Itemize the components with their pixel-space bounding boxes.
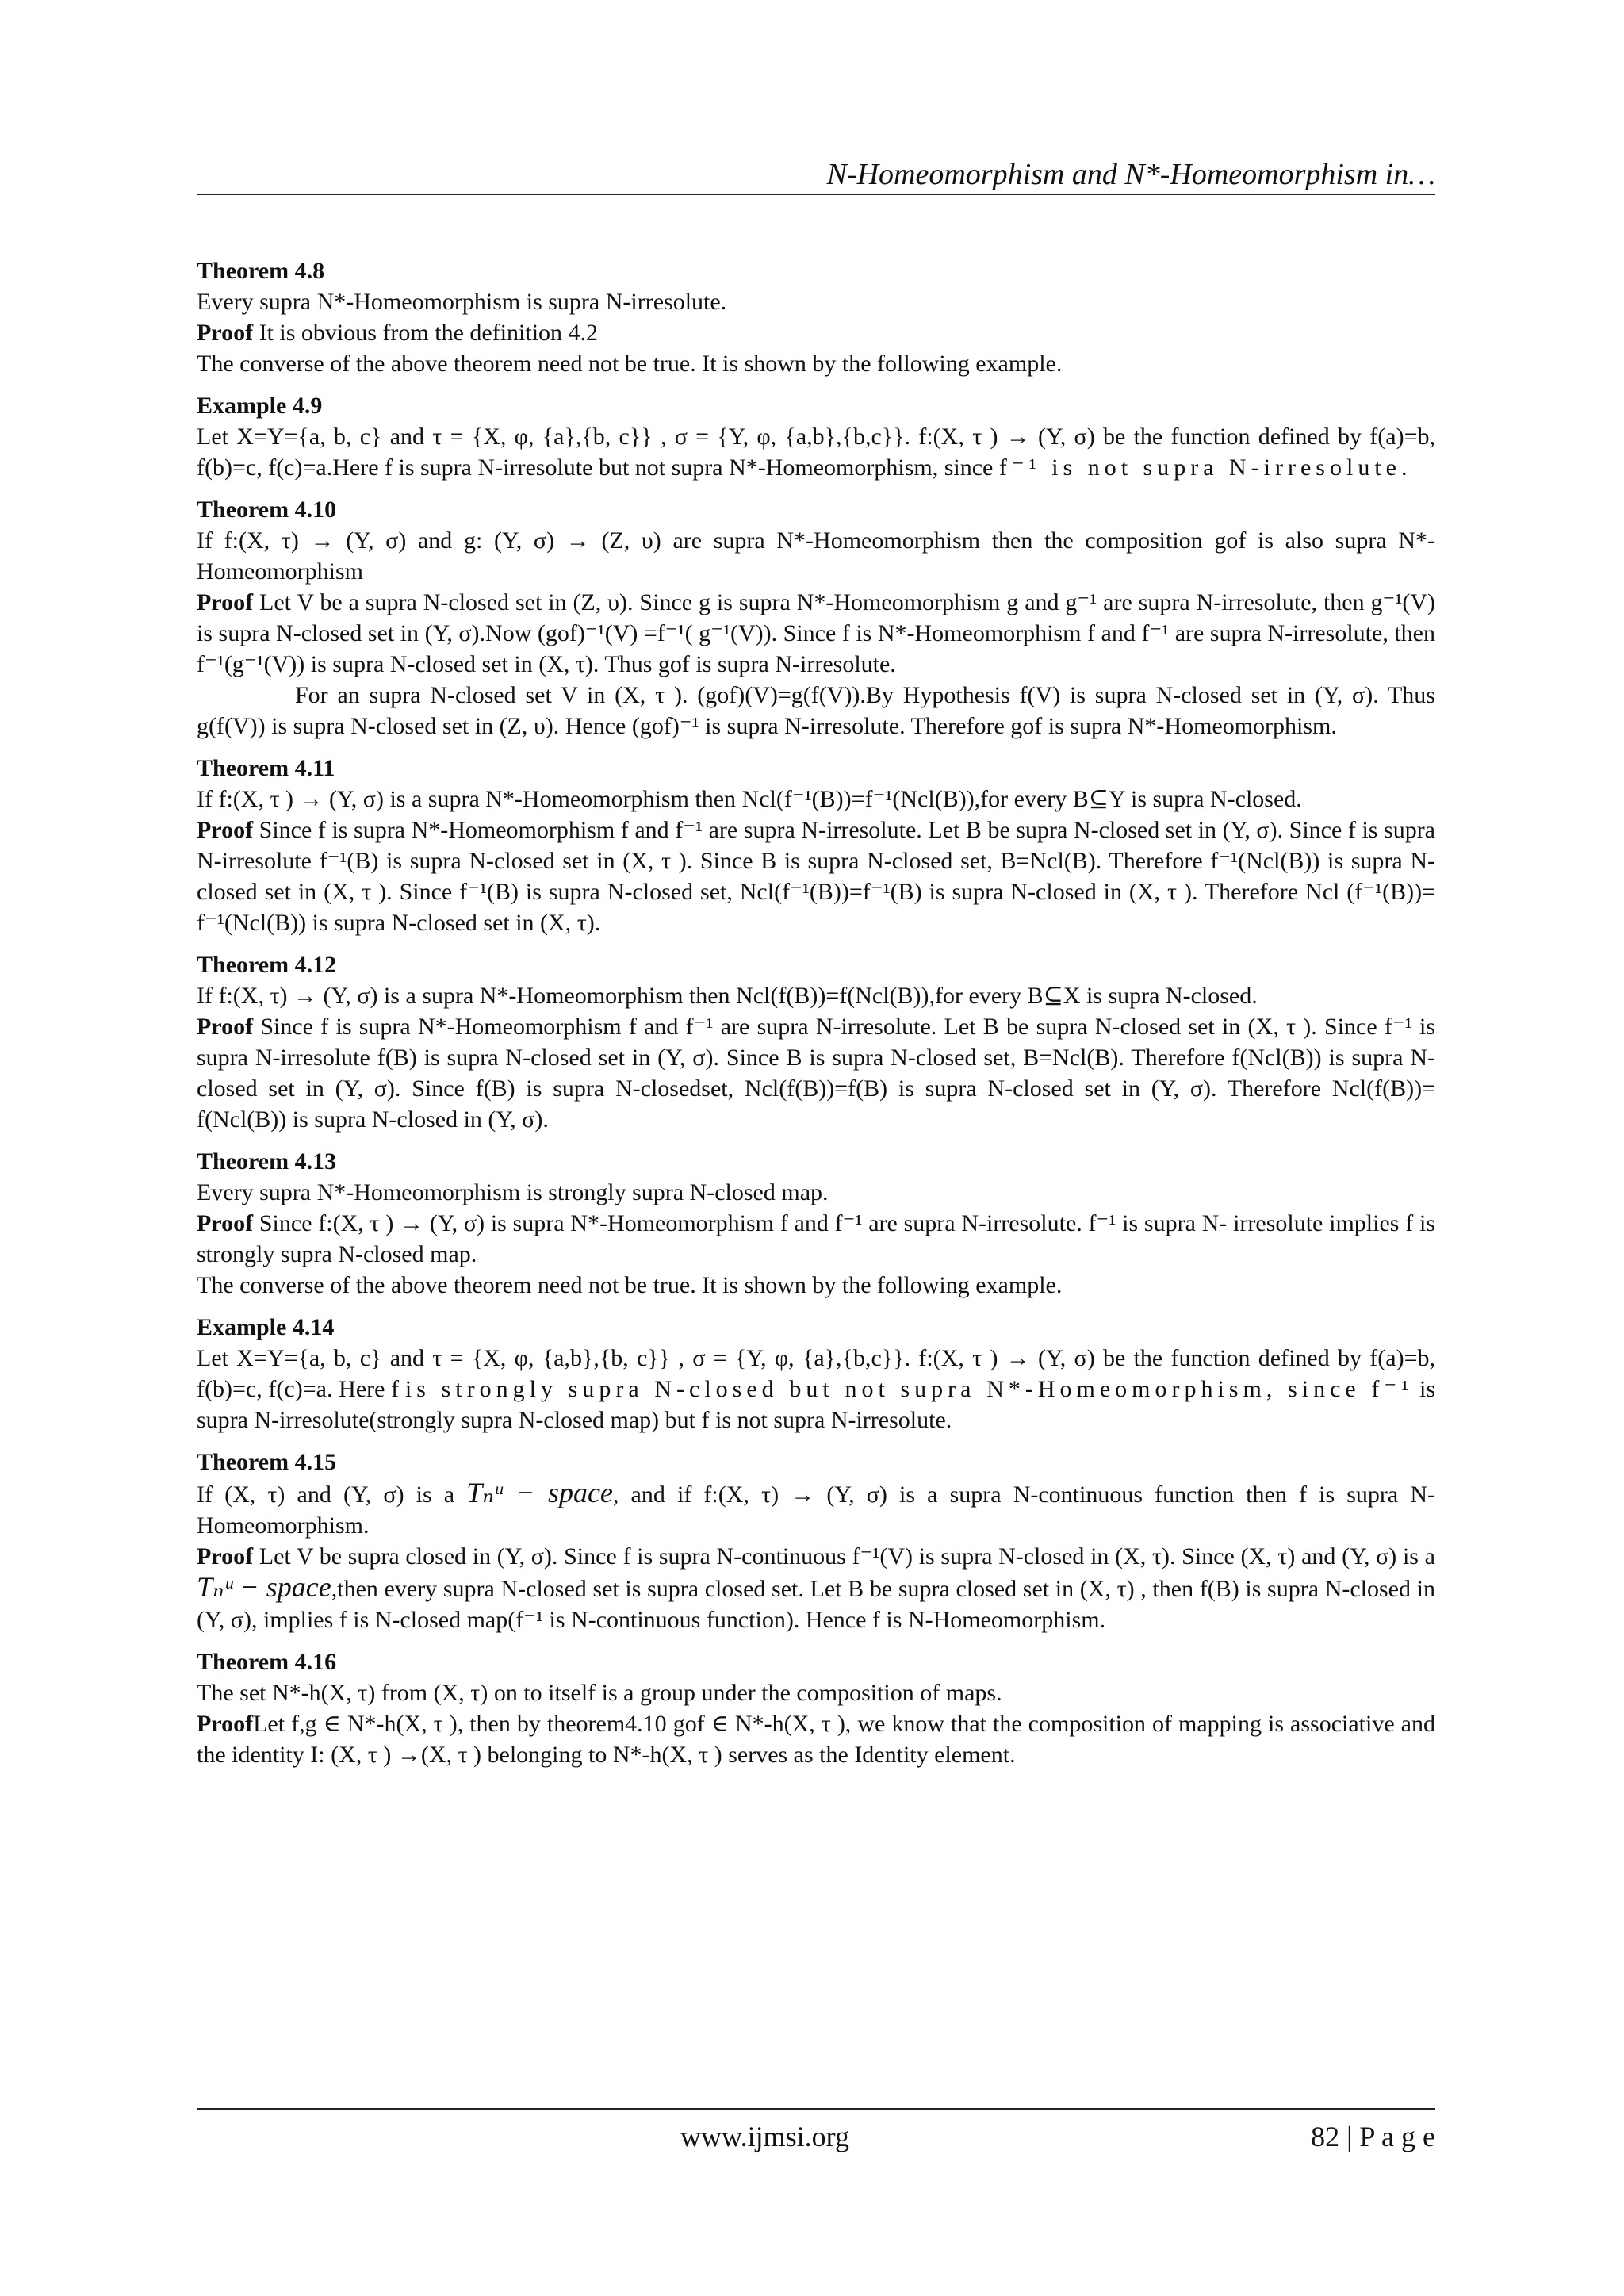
theorem-4-12 <box>197 949 1435 1135</box>
proof-label: Proof <box>197 589 254 615</box>
page <box>197 0 1435 2296</box>
example-4-9 <box>197 390 1435 483</box>
proof-label: Proof <box>197 1210 254 1236</box>
theorem-statement: Every supra N*-Homeomorphism is supra N-irresolute. <box>197 289 727 315</box>
proof <box>197 815 1435 938</box>
example-tail: f⁻¹ is not supra N-irresolute. <box>998 454 1412 481</box>
footer-website-link[interactable]: www.ijmsi.org <box>680 2121 850 2152</box>
theorem-statement: If f:(X, τ ) → (Y, σ) is a supra N*-Homeomorphism then Ncl(f⁻¹(B))=f⁻¹(Ncl(B)),for every B⊆Y is supra N-closed. <box>197 786 1302 812</box>
proof-label: Proof <box>197 817 254 843</box>
body-text <box>197 255 1435 1781</box>
proof-label: Proof <box>197 1711 254 1737</box>
space-term: Tₙᵘ − space <box>197 1571 331 1603</box>
space-term: Tₙᵘ − space <box>466 1477 613 1508</box>
proof-text: Since f is supra N*-Homeomorphism f and f⁻¹ are supra N-irresolute. Let B be supra N-closed set in (Y, σ). Since f is supra N-irresolute f⁻¹(B) is supra N-closed set in (X, τ ). Since B is supra N-closed set, B=Ncl(B). Therefore f⁻¹(Ncl(B)) is supra N-closed set in (X, τ ). Since f⁻¹(B) is supra N-closed set, Ncl(f⁻¹(B))=f⁻¹(B) is supra N-closed in (X, τ ). Therefore Ncl (f⁻¹(B))= f⁻¹(Ncl(B)) is supra N-closed set in (X, τ). <box>197 817 1435 936</box>
proof-text: Since f is supra N*-Homeomorphism f and f⁻¹ are supra N-irresolute. Let B be supra N-closed set in (X, τ ). Since f⁻¹ is supra N-irresolute f(B) is supra N-closed set in (Y, σ). Since B is supra N-closed set, B=Ncl(B). Therefore f(Ncl(B)) is supra N-closed set in (Y, σ). Since f(B) is supra N-closedset, Ncl(f(B))=f(B) is supra N-closed set in (Y, σ). Therefore Ncl(f(B))= f(Ncl(B)) is supra N-closed in (Y, σ). <box>197 1014 1435 1133</box>
proof-continued: For an supra N-closed set V in (X, τ ). (gof)(V)=g(f(V)).By Hypothesis f(V) is supra N-closed set in (Y, σ). Thus g(f(V)) is supra N-closed set in (Z, υ). Hence (gof)⁻¹ is supra N-irresolute. Therefore gof is supra N*-Homeomorphism. <box>197 682 1435 739</box>
proof <box>197 587 1435 680</box>
theorem-statement: If f:(X, τ) → (Y, σ) and g: (Y, σ) → (Z, υ) are supra N*-Homeomorphism then the composition gof is also supra N*-Homeomorphism <box>197 527 1435 585</box>
theorem-4-15 <box>197 1447 1435 1635</box>
theorem-title: Theorem 4.13 <box>197 1148 337 1175</box>
running-header: N-Homeomorphism and N*-Homeomorphism in… <box>826 158 1435 191</box>
theorem-4-16 <box>197 1646 1435 1770</box>
proof-text: Let V be a supra N-closed set in (Z, υ). Since g is supra N*-Homeomorphism g and g⁻¹ are supra N-irresolute, then g⁻¹(V) is supra N-closed set in (Y, σ).Now (gof)⁻¹(V) =f⁻¹( g⁻¹(V)). Since f is N*-Homeomorphism f and f⁻¹ are supra N-irresolute, then f⁻¹(g⁻¹(V)) is supra N-closed set in (X, τ). Thus gof is supra N-irresolute. <box>197 589 1435 677</box>
example-title: Example 4.14 <box>197 1314 335 1340</box>
theorem-statement: If (X, τ) and (Y, σ) is a Tₙᵘ − space, and if f:(X, τ) → (Y, σ) is a supra N-continuous function then f is supra N-Homeomorphism. <box>197 1477 1435 1539</box>
example-text: Let X=Y={a, b, c} and τ = {X, φ, {a,b},{b, c}} , σ = {Y, φ, {a},{b,c}}. f:(X, τ ) → (Y, σ) be the function defined by f(a)=b, f(b)=c, f(c)=a. Here f is strongly supra N-closed but not supra N*-Homeomorphism, since f⁻¹ is supra N-irresolute(strongly supra N-closed map) but f is not supra N-irresolute. <box>197 1345 1435 1433</box>
example-text: Let X=Y={a, b, c} and τ = {X, φ, {a},{b, c}} , σ = {Y, φ, {a,b},{b,c}}. f:(X, τ ) → (Y, σ) be the function defined by f(a)=b, f(b)=c, f(c)=a.Here f is supra N-irresolute but not supra N*-Homeomorphism, since f⁻¹ is not supra N-irresolute. <box>197 424 1435 481</box>
proof-label: Proof <box>197 320 254 346</box>
proof: Proof Let V be supra closed in (Y, σ). Since f is supra N-continuous f⁻¹(V) is supra N-closed in (X, τ). Since (X, τ) and (Y, σ) is a Tₙᵘ − space,then every supra N-closed set is supra closed set. Let B be supra closed set in (X, τ) , then f(B) is supra N-closed in (Y, σ), implies f is N-closed map(f⁻¹ is N-continuous function). Hence f is N-Homeomorphism. <box>197 1543 1435 1633</box>
theorem-title: Theorem 4.11 <box>197 755 335 781</box>
proof <box>197 1208 1435 1270</box>
proof <box>197 1011 1435 1135</box>
header-rule <box>197 194 1435 195</box>
example-spaced: is strongly supra N-closed but not supra N*-Homeomorphism, since f⁻¹ <box>404 1376 1414 1402</box>
proof-text: Since f:(X, τ ) → (Y, σ) is supra N*-Homeomorphism f and f⁻¹ are supra N-irresolute. f⁻¹ is supra N- irresolute implies f is strongly supra N-closed map. <box>197 1210 1435 1267</box>
converse-note: The converse of the above theorem need not be true. It is shown by the following example. <box>197 1272 1063 1298</box>
theorem-title: Theorem 4.10 <box>197 496 337 523</box>
theorem-title: Theorem 4.15 <box>197 1449 337 1475</box>
theorem-statement: Every supra N*-Homeomorphism is strongly supra N-closed map. <box>197 1179 829 1205</box>
proof-label: Proof <box>197 1543 254 1570</box>
theorem-4-11 <box>197 753 1435 938</box>
proof <box>197 1708 1435 1770</box>
example-4-14 <box>197 1312 1435 1435</box>
page-number: 82 | P a g e <box>1311 2121 1435 2152</box>
proof-text: Let f,g ∈ N*-h(X, τ ), then by theorem4.10 gof ∈ N*-h(X, τ ), we know that the composition of mapping is associative and the identity I: (X, τ ) →(X, τ ) belonging to N*-h(X, τ ) serves as the Identity element. <box>197 1711 1435 1768</box>
theorem-title: Theorem 4.12 <box>197 952 337 978</box>
example-title: Example 4.9 <box>197 393 323 419</box>
converse-note: The converse of the above theorem need not be true. It is shown by the following example. <box>197 351 1063 377</box>
theorem-title: Theorem 4.16 <box>197 1649 337 1675</box>
proof-text: It is obvious from the definition 4.2 <box>253 320 599 346</box>
theorem-4-10 <box>197 494 1435 742</box>
theorem-4-13 <box>197 1146 1435 1301</box>
proof <box>197 317 1435 348</box>
theorem-statement: The set N*-h(X, τ) from (X, τ) on to itself is a group under the composition of maps. <box>197 1680 1002 1706</box>
theorem-4-8 <box>197 255 1435 379</box>
footer-rule <box>197 2108 1435 2110</box>
theorem-title: Theorem 4.8 <box>197 258 325 284</box>
proof-label: Proof <box>197 1014 254 1040</box>
theorem-statement: If f:(X, τ) → (Y, σ) is a supra N*-Homeomorphism then Ncl(f(B))=f(Ncl(B)),for every B⊆X is supra N-closed. <box>197 983 1258 1009</box>
